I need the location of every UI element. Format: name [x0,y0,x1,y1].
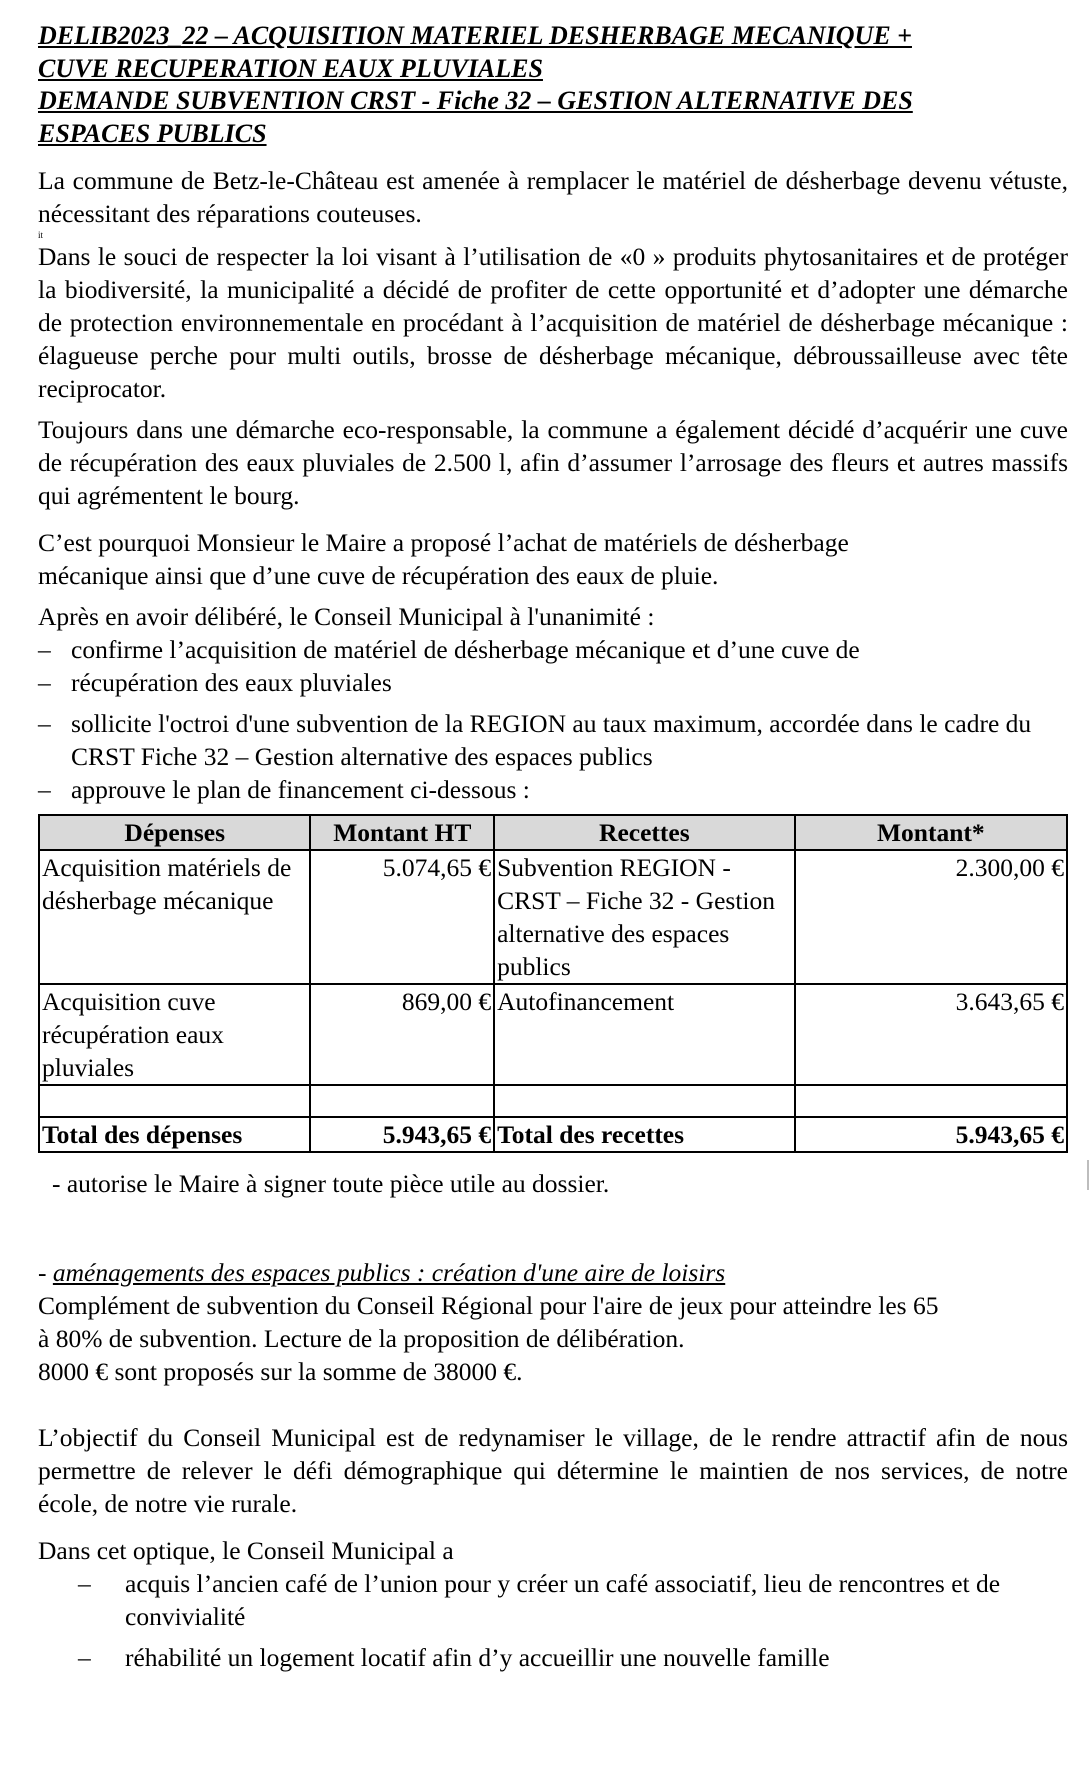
actions-list [38,1567,1068,1674]
cell-expense-amount: 5.074,65 € [310,850,494,984]
dash-bullet: – [38,635,51,664]
table-row [39,850,1067,984]
title-line-4: ESPACES PUBLICS [38,118,267,148]
paragraph-objective: L’objectif du Conseil Municipal est de redynamiser le village, de le rendre attractif afin de nous permettre de relever le défi démographique qui détermine le maintien de nos services, de notre école, de notre vie rurale. [38,1423,1068,1518]
decision-item [38,707,1068,773]
table-total-row [39,1117,1067,1152]
dash-bullet: – [78,1643,91,1672]
financing-table [38,814,1068,1153]
action-item [38,1641,1068,1674]
paragraph-water-tank: Toujours dans une démarche eco-responsable, la commune a également décidé d’acquérir une cuve de récupération des eaux pluviales de 2.500 l, afin d’assumer l’arrosage des fleurs et autres massifs qui agrémentent le bourg. [38,415,1068,510]
deliberation-title [38,20,1068,150]
paragraph-context: Dans le souci de respecter la loi visant à l’utilisation de «0 » produits phytosanitaires et de protéger la biodiversité, la municipalité a décidé de profiter de cette opportunité et d’adopter une démarche de protection environnementale en procédant à l’acquisition de matériel de désherbage mécanique : élagueuse perche pour multi outils, brosse de désherbage mécanique, débroussailleuse avec tête reciprocator. [38,242,1068,403]
document-page [38,20,1068,1674]
paragraph-deliberation: Après en avoir délibéré, le Conseil Municipal à l'unanimité : [38,602,655,631]
paragraph-proposal [38,526,1068,592]
paragraph-intro: La commune de Betz-le-Château est amenée à remplacer le matériel de désherbage devenu vétuste, nécessitant des réparations couteuses. [38,166,1068,228]
cell-expense-amount: 869,00 € [310,984,494,1085]
cell-revenue-amount: 2.300,00 € [795,850,1067,984]
decision-item [38,773,1068,806]
title-line-1: DELIB2023_22 – ACQUISITION MATERIEL DESHERBAGE MECANIQUE + [38,21,912,50]
stray-text: it [38,230,44,240]
decision-list [38,633,1068,806]
cell-total-revenues: 5.943,65 € [795,1117,1067,1152]
section-heading-prefix: - [38,1258,53,1287]
dash-bullet: – [38,709,51,738]
paragraph-optique: Dans cet optique, le Conseil Municipal a [38,1536,454,1565]
title-line-2: CUVE RECUPERATION EAUX PLUVIALES [38,53,543,83]
header-revenues: Recettes [494,815,795,850]
header-amount-ht: Montant HT [310,815,494,850]
section-line-1: Complément de subvention du Conseil Régional pour l'aire de jeux pour atteindre les 65 [38,1291,939,1320]
decision-text: récupération des eaux pluviales [71,668,392,697]
dash-bullet: – [78,1569,91,1598]
table-row [39,984,1067,1085]
paragraph-proposal-line-2: mécanique ainsi que d’une cuve de récupération des eaux de pluie. [38,561,719,590]
cell-empty [39,1085,310,1117]
cell-expense: Acquisition cuve récupération eaux pluviales [39,984,310,1085]
decision-text: confirme l’acquisition de matériel de désherbage mécanique et d’une cuve de [71,635,860,664]
cell-revenue: Autofinancement [494,984,795,1085]
cell-empty [795,1085,1067,1117]
paragraph-proposal-line-1: C’est pourquoi Monsieur le Maire a proposé l’achat de matériels de désherbage [38,528,849,557]
cell-expense: Acquisition matériels de désherbage mécanique [39,850,310,984]
header-expenses: Dépenses [39,815,310,850]
cell-revenue-amount: 3.643,65 € [795,984,1067,1085]
section-line-2: à 80% de subvention. Lecture de la proposition de délibération. [38,1324,685,1353]
header-amount: Montant* [795,815,1067,850]
decision-item [38,666,1068,699]
cell-empty [310,1085,494,1117]
table-header-row [39,815,1067,850]
action-text: réhabilité un logement locatif afin d’y accueillir une nouvelle famille [125,1643,830,1672]
table-row-empty [39,1085,1067,1117]
decision-text: sollicite l'octroi d'une subvention de la REGION au taux maximum, accordée dans le cadre du CRST Fiche 32 – Gestion alternative des espaces publics [71,709,1032,771]
cell-revenue: Subvention REGION - CRST – Fiche 32 - Gestion alternative des espaces publics [494,850,795,984]
cell-total-revenues-label: Total des recettes [494,1117,795,1152]
section-heading [38,1256,1068,1289]
action-text: acquis l’ancien café de l’union pour y créer un café associatif, lieu de rencontres et de convivialité [125,1569,1001,1631]
action-item [38,1567,1068,1633]
cell-total-expenses-label: Total des dépenses [39,1117,310,1152]
section-heading-text: aménagements des espaces publics : création d'une aire de loisirs [52,1258,726,1287]
decision-item [38,633,1068,666]
authorization-line: - autorise le Maire à signer toute pièce utile au dossier. [52,1169,610,1198]
section-line-3: 8000 € sont proposés sur la somme de 38000 €. [38,1357,523,1386]
cell-total-expenses: 5.943,65 € [310,1117,494,1152]
cell-empty [494,1085,795,1117]
dash-bullet: – [38,668,51,697]
decision-text: approuve le plan de financement ci-dessous : [71,775,530,804]
dash-bullet: – [38,775,51,804]
title-line-3: DEMANDE SUBVENTION CRST - Fiche 32 – GESTION ALTERNATIVE DES [38,86,913,115]
